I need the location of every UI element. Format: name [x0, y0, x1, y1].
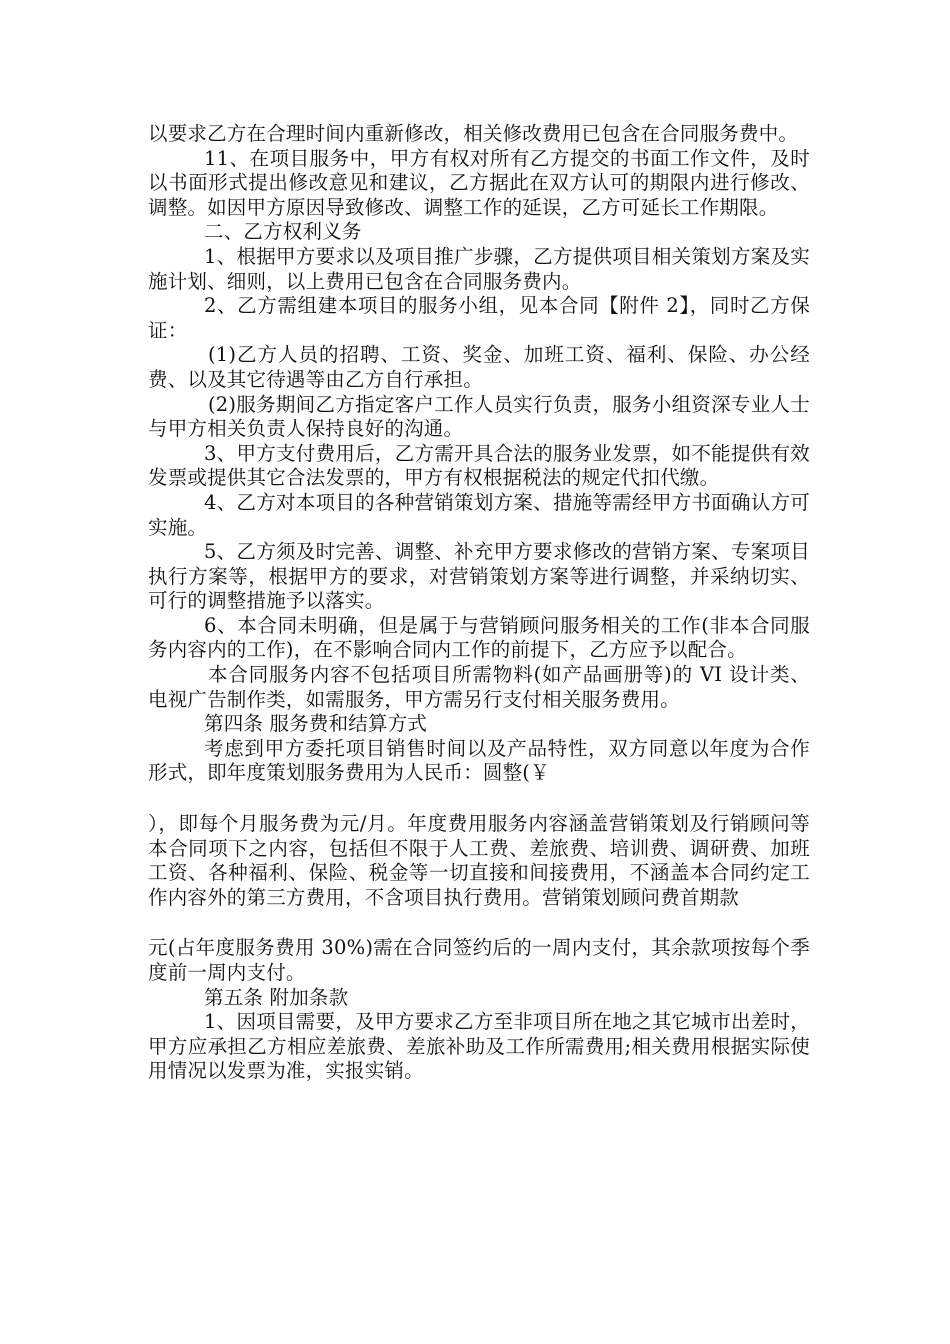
document-body: [148, 122, 810, 1084]
paragraph-clause-11: 11、在项目服务中，甲方有权对所有乙方提交的书面工作文件，及时以书面形式提出修改意见和建议，乙方据此在双方认可的期限内进行修改、调整。如因甲方原因导致修改、调整工作的延误，乙方可延长工作期限。: [148, 146, 810, 219]
paragraph-scope-exclusion: 本合同服务内容不包括项目所需物料(如产品画册等)的 VI 设计类、电视广告制作类，如需服务，甲方需另行支付相关服务费用。: [148, 663, 810, 711]
article-4-heading: 第四条 服务费和结算方式: [204, 712, 428, 736]
paragraph-b-5: 5、乙方须及时完善、调整、补充甲方要求修改的营销方案、专案项目执行方案等，根据甲方的要求，对营销策划方案等进行调整，并采纳切实、可行的调整措施予以落实。: [148, 540, 810, 613]
paragraph-first-payment: 元(占年度服务费用 30%)需在合同签约后的一周内支付，其余款项按每个季度前一周内支付。: [148, 936, 810, 984]
paragraph-b-2: 2、乙方需组建本项目的服务小组，见本合同【附件 2】，同时乙方保证：: [148, 294, 810, 342]
paragraph-b-4: 4、乙方对本项目的各种营销策划方案、措施等需经甲方书面确认方可实施。: [148, 490, 810, 539]
paragraph-fee-details: ），即每个月服务费为元/月。年度费用服务内容涵盖营销策划及行销顾问等本合同项下之内容，包括但不限于人工费、差旅费、培训费、调研费、加班工资、各种福利、保险、税金等一切直接和间接费用，不涵盖本合同约定工作内容外的第三方费用，不含项目执行费用。营销策划顾问费首期款: [148, 812, 810, 909]
section-heading-party-b-rights: 二、乙方权利义务: [204, 220, 362, 244]
paragraph-b-3: 3、甲方支付费用后，乙方需开具合法的服务业发票，如不能提供有效发票或提供其它合法发票的，甲方有权根据税法的规定代扣代缴。: [148, 441, 810, 490]
blank-gap: [148, 786, 810, 812]
paragraph-b-6: 6、本合同未明确，但是属于与营销顾问服务相关的工作(非本合同服务内容内的工作)，在不影响合同内工作的前提下，乙方应予以配合。: [148, 613, 810, 662]
paragraph-b-1: 1、根据甲方要求以及项目推广步骤，乙方提供项目相关策划方案及实施计划、细则，以上费用已包含在合同服务费内。: [148, 244, 810, 293]
paragraph-article-5-1: 1、因项目需要，及甲方要求乙方至非项目所在地之其它城市出差时，甲方应承担乙方相应差旅费、差旅补助及工作所需费用;相关费用根据实际使用情况以发票为准，实报实销。: [148, 1010, 810, 1083]
paragraph-article-4-intro: 考虑到甲方委托项目销售时间以及产品特性，双方同意以年度为合作形式，即年度策划服务费用为人民币：圆整(￥: [148, 736, 810, 785]
paragraph-continuation: 以要求乙方在合理时间内重新修改，相关修改费用已包含在合同服务费中。: [148, 122, 799, 145]
article-5-heading: 第五条 附加条款: [204, 985, 349, 1009]
paragraph-b-2-1: (1)乙方人员的招聘、工资、奖金、加班工资、福利、保险、办公经费、以及其它待遇等由乙方自行承担。: [148, 343, 810, 391]
paragraph-b-2-2: (2)服务期间乙方指定客户工作人员实行负责，服务小组资深专业人士与甲方相关负责人保持良好的沟通。: [148, 392, 810, 441]
blank-gap: [148, 910, 810, 936]
